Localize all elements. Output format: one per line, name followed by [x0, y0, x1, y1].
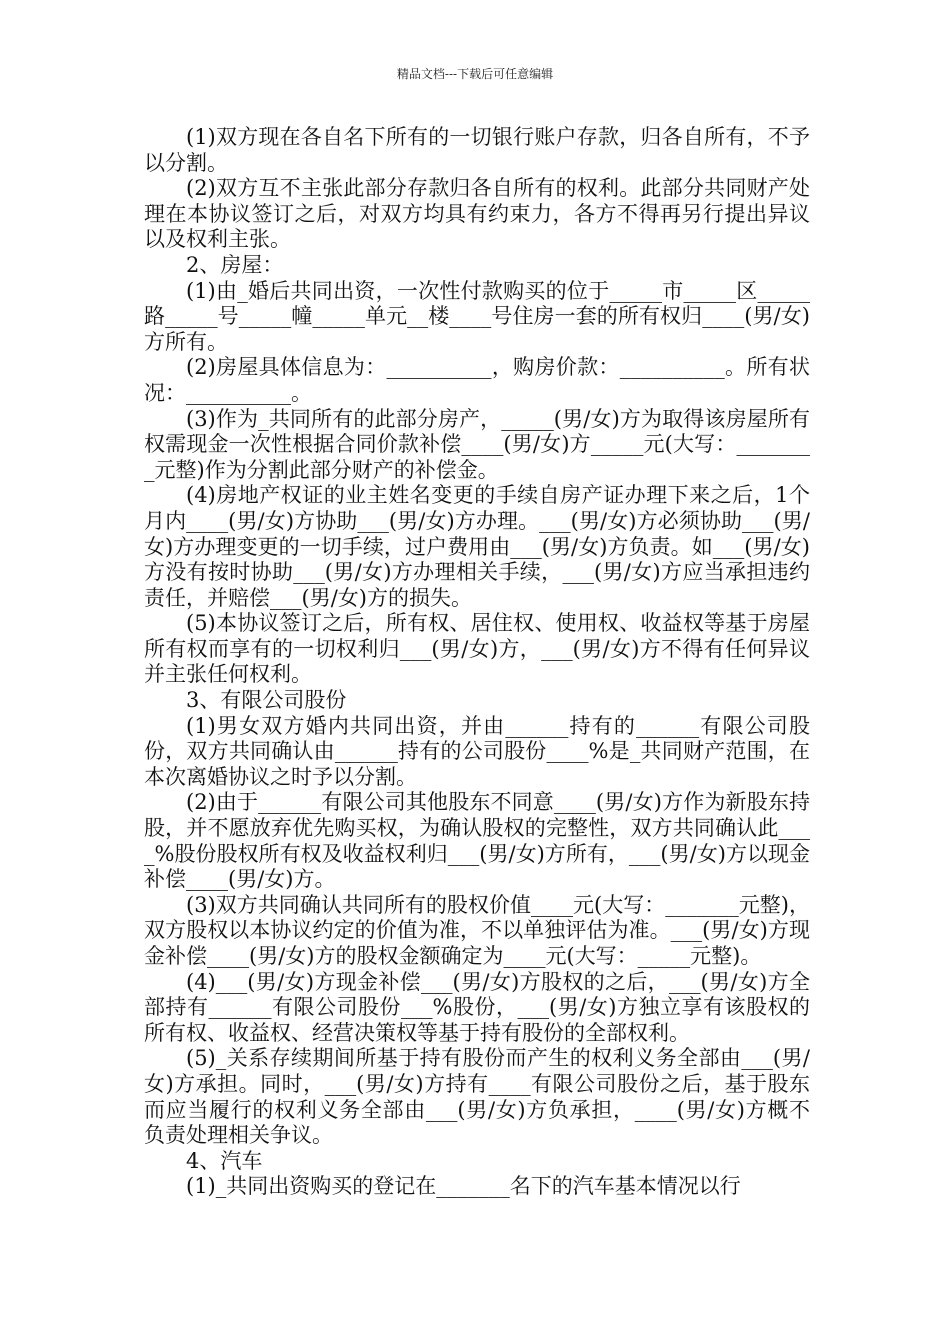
- paragraph: (2)房屋具体信息为：__________，购房价款：__________。所有状况：__________。: [144, 355, 810, 405]
- paragraph: (1)由_婚后共同出资，一次性付款购买的位于_____市_____区_____路_____号_____幢_____单元__楼____号住房一套的所有权归____(男/女)方所有。: [144, 278, 810, 354]
- paragraph: (5)本协议签订之后，所有权、居住权、使用权、收益权等基于房屋所有权而享有的一切权利归___(男/女)方，___(男/女)方不得有任何异议并主张任何权利。: [144, 611, 810, 687]
- paragraph: (2)双方互不主张此部分存款归各自所有的权利。此部分共同财产处理在本协议签订之后，对双方均具有约束力，各方不得再另行提出异议以及权利主张。: [144, 176, 810, 252]
- paragraph: (5)_关系存续期间所基于持有股份而产生的权利义务全部由___(男/女)方承担。同时，___(男/女)方持有____有限公司股份之后，基于股东而应当履行的权利义务全部由___(男/女)方负承担，____(男/女)方概不负责处理相关争议。: [144, 1046, 810, 1148]
- section-heading: 4、汽车: [186, 1148, 263, 1173]
- paragraph: (3)双方共同确认共同所有的股权价值____元(大写：_______元整)，双方股权以本协议约定的价值为准，不以单独评估为准。___(男/女)方现金补偿____(男/女)方的股权金额确定为____元(大写：_____元整)。: [144, 892, 810, 968]
- paragraph: (4)房地产权证的业主姓名变更的手续自房产证办理下来之后，1个月内____(男/女)方协助___(男/女)方办理。___(男/女)方必须协助___(男/女)方办理变更的一切手续，过户费用由___(男/女)方负责。如___(男/女)方没有按时协助___(男/女)方办理相关手续，___(男/女)方应当承担违约责任，并赔偿___(男/女)方的损失。: [144, 483, 810, 610]
- paragraph: (1)双方现在各自名下所有的一切银行账户存款，归各自所有，不予以分割。: [144, 125, 810, 175]
- page-header: 精品文档---下载后可任意编辑: [396, 67, 554, 81]
- section-heading: 2、房屋：: [186, 252, 284, 277]
- document-body: [144, 125, 810, 1200]
- paragraph: (2)由于______有限公司其他股东不同意____(男/女)方作为新股东持股，并不愿放弃优先购买权，为确认股权的完整性，双方共同确认此____%股份股权所有权及收益权利归___(男/女)方所有，___(男/女)方以现金补偿____(男/女)方。: [144, 790, 810, 892]
- paragraph: (1)男女双方婚内共同出资，并由______持有的______有限公司股份，双方共同确认由______持有的公司股份____%是_共同财产范围，在本次离婚协议之时予以分割。: [144, 713, 810, 789]
- paragraph: (1)_共同出资购买的登记在_______名下的汽车基本情况以行: [186, 1174, 741, 1199]
- section-heading: 3、有限公司股份: [186, 688, 347, 713]
- paragraph: (4)___(男/女)方现金补偿___(男/女)方股权的之后，___(男/女)方全部持有______有限公司股份___%股份，___(男/女)方独立享有该股权的所有权、收益权、经营决策权等基于持有股份的全部权利。: [144, 969, 810, 1045]
- paragraph: (3)作为_共同所有的此部分房产，_____(男/女)方为取得该房屋所有权需现金一次性根据合同价款补偿____(男/女)方_____元(大写：________元整)作为分割此部分财产的补偿金。: [144, 406, 810, 482]
